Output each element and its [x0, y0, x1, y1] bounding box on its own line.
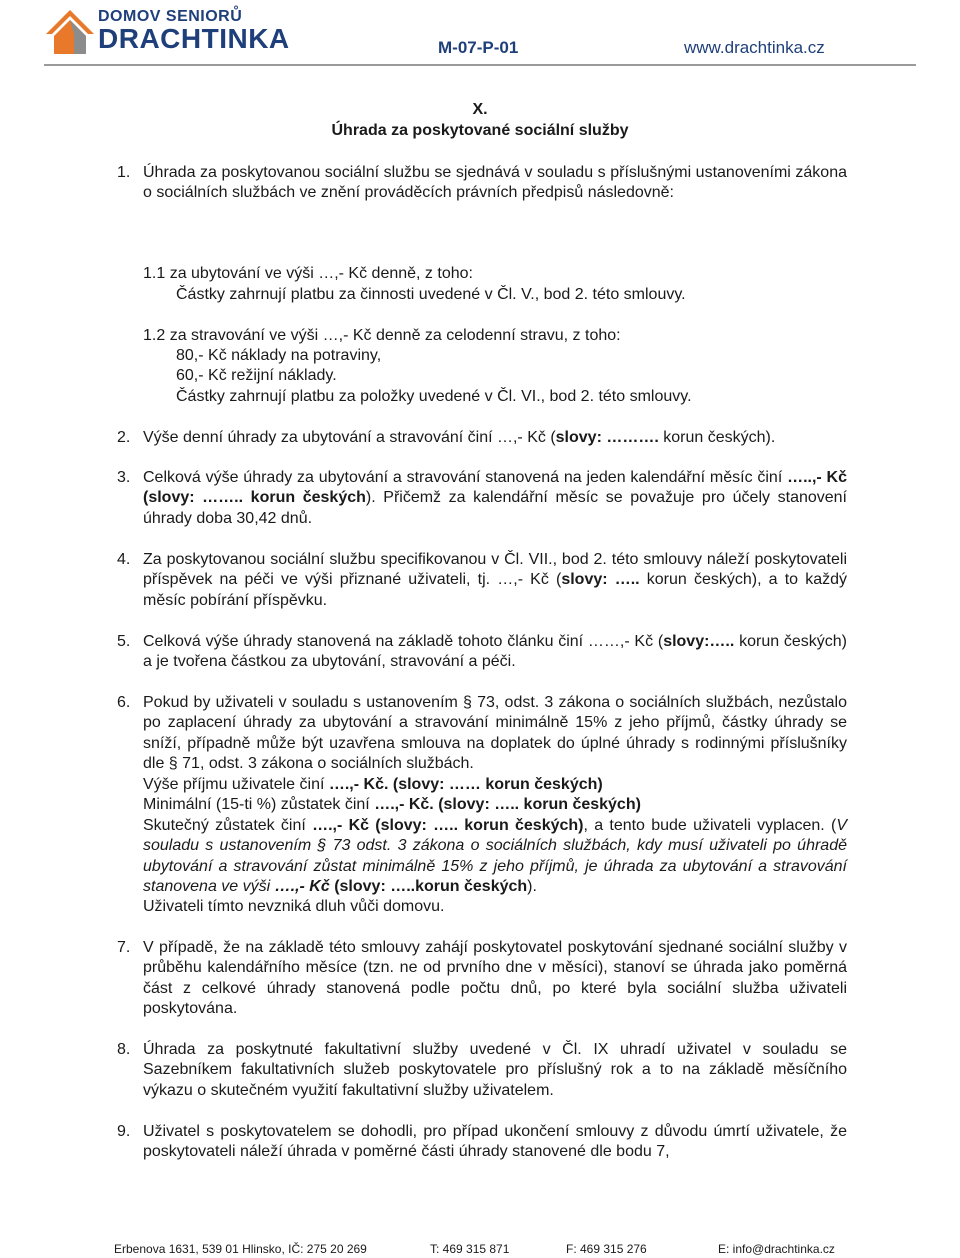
- section-6-income-line: Výše příjmu uživatele činí ….,- Kč. (slovy: …… korun českých): [143, 776, 603, 793]
- header-divider: [44, 64, 916, 66]
- section-6-text: Pokud by uživateli v souladu s ustanovením § 73, odst. 3 zákona o sociálních službách, nezůstalo po zaplacení úhrady za ubytování a stravování minimálně 15% z jeho příjmů, částky úhrady se sníží, případně může být uzavřena smlouva na doplatek do úplné úhrady s rodinnými příslušníky dle § 71, odst. 3 zákona o sociálních službách.: [143, 694, 847, 772]
- section-3-number: 3.: [117, 469, 131, 486]
- logo-text-top: DOMOV SENIORŮ: [98, 8, 243, 25]
- section-1-2-line2: 80,- Kč náklady na potraviny,: [176, 347, 382, 364]
- section-4-number: 4.: [117, 551, 131, 568]
- section-1-text: Úhrada za poskytovanou sociální službu se sjednává v souladu s příslušnými ustanoveními zákona o sociálních službách ve znění prováděcích právních předpisů následovně:: [143, 164, 847, 202]
- article-number: X.: [472, 101, 488, 118]
- section-6-minimum-line: Minimální (15-ti %) zůstatek činí ….,- Kč. (slovy: ….. korun českých): [143, 796, 641, 813]
- section-8-text: Úhrada za poskytnuté fakultativní služby uvedené v Čl. IX uhradí uživatel v souladu se Sazebníkem fakultativních služeb poskytovatele pro příslušný rok a to na základě měsíčního výkazu o skutečném využití fakultativní služby uživatelem.: [143, 1041, 847, 1099]
- section-4-text: Za poskytovanou sociální službu specifikovanou v Čl. VII., bod 2. této smlouvy náleží poskytovateli příspěvek na péči ve výši přiznané uživateli, tj. …,- Kč (slovy: ….. korun českých), a to každý měsíc pobírání příspěvku.: [143, 551, 848, 609]
- footer-phone: T: 469 315 871: [430, 1242, 510, 1256]
- section-6-remaining-text: Skutečný zůstatek činí ….,- Kč (slovy: ….. korun českých), a tento bude uživateli vyplacen. (V souladu s ustanovením § 73 odst. 3 zákona o sociálních službách, kdy musí uživateli po úhradě ubytování a stravování zůstat minimálně 15% z jeho příjmů, je úhrada za ubytování a stravování stanovena ve výši ….,- Kč (slovy: …..korun českých).: [143, 817, 848, 895]
- section-5-text: Celková výše úhrady stanovená na základě tohoto článku činí ……,- Kč (slovy:….. korun českých) a je tvořena částkou za ubytování, stravování a péči.: [143, 633, 847, 671]
- section-9-text: Uživatel s poskytovatelem se dohodli, pro případ ukončení smlouvy z důvodu úmrtí uživatele, že poskytovateli náleží úhrada v poměrné části úhrady stanovené dle bodu 7,: [143, 1123, 847, 1161]
- section-1-1-line1: 1.1 za ubytování ve výši …,- Kč denně, z toho:: [143, 265, 473, 282]
- section-3-text: Celková výše úhrady za ubytování a stravování stanovená na jeden kalendářní měsíc činí …..,- Kč (slovy: …….. korun českých). Přičemž za kalendářní měsíc se považuje pro účely stanovení úhrady doba 30,42 dnů.: [143, 469, 847, 527]
- section-1-1-line2: Částky zahrnují platbu za činnosti uvedené v Čl. V., bod 2. této smlouvy.: [176, 286, 686, 303]
- website-link[interactable]: www.drachtinka.cz: [684, 38, 825, 57]
- section-6-no-debt-line: Uživateli tímto nevzniká dluh vůči domovu.: [143, 898, 445, 915]
- logo-text-main: DRACHTINKA: [98, 23, 290, 54]
- footer-email[interactable]: E: info@drachtinka.cz: [718, 1242, 835, 1256]
- section-1-number: 1.: [117, 164, 131, 181]
- section-2-number: 2.: [117, 429, 131, 446]
- section-6-number: 6.: [117, 694, 131, 711]
- section-5-number: 5.: [117, 633, 131, 650]
- footer-address: Erbenova 1631, 539 01 Hlinsko, IČ: 275 20 269: [114, 1242, 367, 1256]
- section-9-number: 9.: [117, 1123, 131, 1140]
- section-1-2-line4: Částky zahrnují platbu za položky uvedené v Čl. VI., bod 2. této smlouvy.: [176, 388, 692, 405]
- document-code: M-07-P-01: [438, 38, 519, 57]
- section-2-text: Výše denní úhrady za ubytování a stravování činí …,- Kč (slovy: ………. korun českých).: [143, 429, 776, 446]
- section-8-number: 8.: [117, 1041, 131, 1058]
- section-1-2-line1: 1.2 za stravování ve výši …,- Kč denně za celodenní stravu, z toho:: [143, 327, 621, 344]
- section-7-number: 7.: [117, 939, 131, 956]
- article-title: Úhrada za poskytované sociální služby: [331, 122, 629, 139]
- section-1-2-line3: 60,- Kč režijní náklady.: [176, 367, 337, 384]
- section-7-text: V případě, že na základě této smlouvy zahájí poskytovatel poskytování sjednané sociální služby v průběhu kalendářního měsíce (tzn. ne od prvního dne v měsíci), stanoví se úhrada jako poměrná část z celkové úhrady stanovená podle počtu dnů, po které byla sociální služba uživateli poskytována.: [143, 939, 847, 1017]
- footer-fax: F: 469 315 276: [566, 1242, 647, 1256]
